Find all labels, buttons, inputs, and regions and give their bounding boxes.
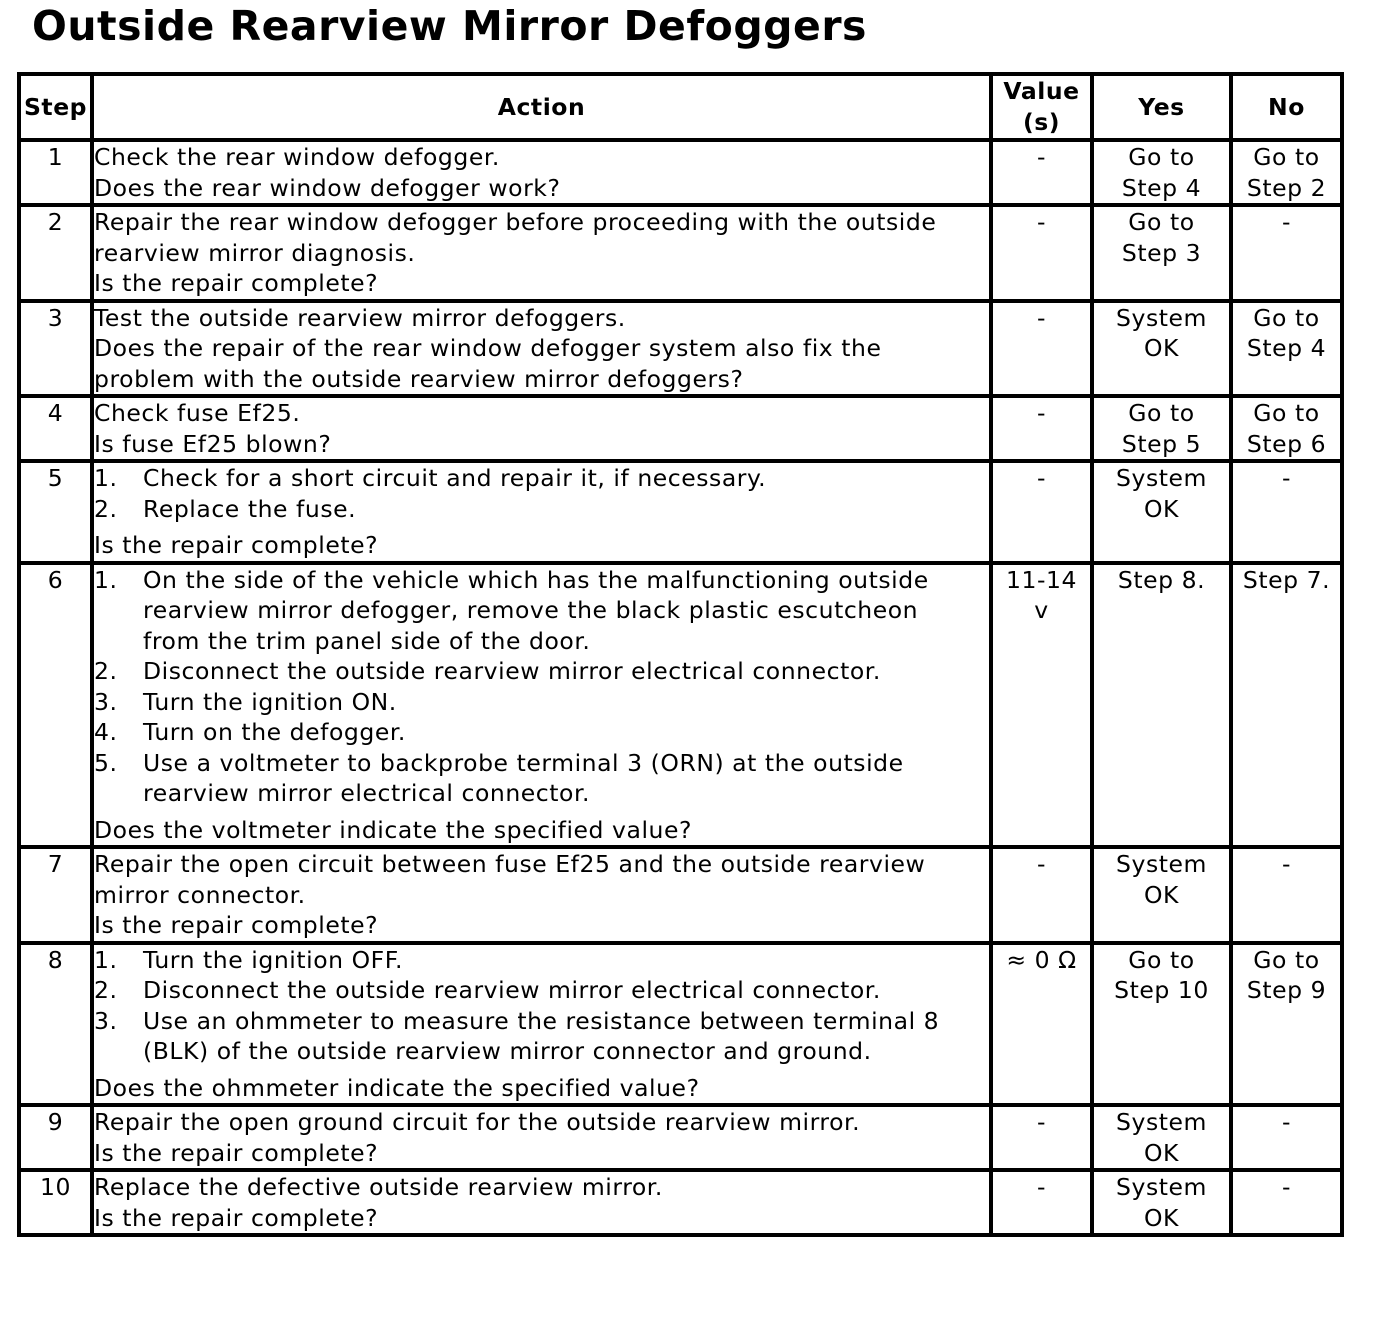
action-step-item — [94, 748, 989, 809]
no-line: Go to — [1253, 945, 1320, 974]
yes-line: Go to — [1128, 945, 1195, 974]
action-question: Is the repair complete? — [94, 531, 379, 559]
yes-line: Step 3 — [1121, 238, 1202, 267]
step-cell: 3 — [19, 301, 92, 397]
value-cell — [991, 461, 1092, 563]
action-step-text — [143, 717, 989, 748]
action-line: Repair the open circuit between fuse Ef25 and the outside rearview — [94, 850, 926, 878]
no-line: - — [1281, 850, 1292, 878]
action-line: rearview mirror diagnosis. — [94, 238, 416, 267]
action-step-item — [94, 1006, 989, 1067]
yes-line: Go to — [1128, 399, 1195, 427]
action-steps-list — [94, 945, 989, 1067]
value-line: - — [1036, 399, 1047, 427]
action-step-text — [143, 975, 989, 1006]
table-row — [19, 301, 1342, 397]
action-line: Check the rear window defogger. — [94, 143, 500, 171]
action-cell — [92, 847, 991, 943]
value-line: - — [1036, 1108, 1047, 1136]
action-steps-list — [94, 463, 989, 524]
action-step-number: 1. — [94, 464, 118, 492]
no-cell — [1231, 301, 1342, 397]
table-header-row — [19, 74, 1342, 140]
action-step-item — [94, 565, 989, 657]
action-cell — [92, 563, 991, 848]
action-line: Does the repair of the rear window defogger system also fix the — [94, 334, 882, 362]
yes-cell — [1092, 1170, 1231, 1235]
table-row — [19, 140, 1342, 205]
yes-line: System — [1116, 1173, 1207, 1201]
yes-line: Step 10 — [1114, 976, 1209, 1004]
action-step-item — [94, 656, 989, 687]
step-cell: 10 — [19, 1170, 92, 1235]
table-row — [19, 1105, 1342, 1170]
yes-line: OK — [1143, 334, 1179, 362]
action-line: Repair the rear window defogger before proceeding with the outside — [94, 208, 937, 236]
action-line: Is the repair complete? — [94, 911, 379, 939]
action-step-number: 3. — [94, 1006, 118, 1035]
no-cell — [1231, 461, 1342, 563]
action-step-line: Turn the ignition OFF. — [143, 945, 404, 974]
no-cell — [1231, 847, 1342, 943]
no-line: Step 4 — [1246, 334, 1327, 362]
action-line: Does the rear window defogger work? — [94, 173, 561, 202]
yes-line: System — [1116, 464, 1207, 492]
no-line: Go to — [1253, 399, 1320, 427]
action-line: mirror connector. — [94, 880, 306, 909]
value-line: - — [1036, 1173, 1047, 1201]
action-step-line: Use a voltmeter to backprobe terminal 3 (ORN) at the outside — [143, 748, 904, 777]
yes-cell — [1092, 563, 1231, 848]
action-cell — [92, 1105, 991, 1170]
action-step-line: from the trim panel side of the door. — [143, 626, 591, 655]
table-row — [19, 1170, 1342, 1235]
action-question: Does the ohmmeter indicate the specified value? — [94, 1073, 700, 1102]
action-step-number: 5. — [94, 748, 118, 777]
action-step-text — [143, 565, 989, 657]
step-cell: 9 — [19, 1105, 92, 1170]
value-line: - — [1036, 464, 1047, 492]
action-step-text — [143, 748, 989, 809]
no-cell — [1231, 205, 1342, 301]
step-cell: 5 — [19, 461, 92, 563]
action-line: Test the outside rearview mirror defoggers. — [94, 303, 626, 332]
action-step-item — [94, 945, 989, 976]
yes-line: OK — [1143, 1203, 1179, 1232]
value-line: - — [1036, 303, 1047, 332]
no-cell — [1231, 140, 1342, 205]
header-action: Action — [92, 74, 991, 140]
action-line: Is the repair complete? — [94, 1138, 379, 1167]
no-line: - — [1281, 1108, 1292, 1136]
yes-line: OK — [1143, 880, 1179, 909]
action-step-item — [94, 975, 989, 1006]
header-step: Step — [19, 74, 92, 140]
table-row — [19, 943, 1342, 1106]
yes-line: System — [1116, 1108, 1207, 1136]
action-cell — [92, 461, 991, 563]
value-line: v — [1034, 596, 1049, 624]
action-step-item — [94, 494, 989, 525]
action-step-number: 4. — [94, 718, 118, 746]
yes-line: Step 4 — [1121, 173, 1202, 202]
no-cell — [1231, 943, 1342, 1106]
action-cell — [92, 140, 991, 205]
action-step-line: On the side of the vehicle which has the malfunctioning outside — [143, 565, 929, 594]
yes-cell — [1092, 396, 1231, 461]
yes-line: Step 5 — [1121, 429, 1202, 458]
no-line: Go to — [1253, 303, 1320, 332]
action-line: Repair the open ground circuit for the outside rearview mirror. — [94, 1108, 861, 1136]
table-row — [19, 396, 1342, 461]
action-step-number: 2. — [94, 494, 118, 523]
header-value-line: Value — [1003, 77, 1080, 105]
action-step-line: rearview mirror electrical connector. — [143, 779, 591, 807]
table-row — [19, 461, 1342, 563]
value-cell — [991, 563, 1092, 848]
action-step-line: (BLK) of the outside rearview mirror connector and ground. — [143, 1037, 872, 1065]
value-cell — [991, 140, 1092, 205]
yes-line: OK — [1143, 1138, 1179, 1167]
yes-cell — [1092, 301, 1231, 397]
value-cell — [991, 847, 1092, 943]
step-cell: 1 — [19, 140, 92, 205]
no-cell — [1231, 563, 1342, 848]
yes-cell — [1092, 1105, 1231, 1170]
no-line: - — [1281, 464, 1292, 492]
no-line: - — [1281, 1173, 1292, 1201]
yes-cell — [1092, 205, 1231, 301]
no-line: Go to — [1253, 143, 1320, 171]
action-cell — [92, 301, 991, 397]
action-cell — [92, 396, 991, 461]
value-cell — [991, 205, 1092, 301]
action-step-item — [94, 687, 989, 718]
step-cell: 8 — [19, 943, 92, 1106]
action-step-text — [143, 1006, 989, 1067]
yes-cell — [1092, 847, 1231, 943]
action-step-line: Check for a short circuit and repair it, if necessary. — [143, 464, 767, 492]
yes-line: System — [1116, 850, 1207, 878]
no-line: Step 9 — [1246, 976, 1327, 1004]
action-step-line: Turn the ignition ON. — [143, 687, 397, 716]
action-step-item — [94, 463, 989, 494]
no-cell — [1231, 1170, 1342, 1235]
header-no: No — [1231, 74, 1342, 140]
header-value-line: (s) — [1022, 108, 1061, 136]
table-row — [19, 563, 1342, 848]
no-line: - — [1281, 208, 1292, 236]
action-line: Check fuse Ef25. — [94, 399, 301, 427]
yes-cell — [1092, 943, 1231, 1106]
action-steps-list — [94, 565, 989, 809]
action-cell — [92, 1170, 991, 1235]
value-line: - — [1036, 208, 1047, 236]
action-line: problem with the outside rearview mirror defoggers? — [94, 364, 744, 393]
yes-line: Go to — [1128, 208, 1195, 236]
action-cell — [92, 943, 991, 1106]
value-line: ≈ 0 Ω — [1006, 945, 1077, 974]
value-line: - — [1036, 850, 1047, 878]
yes-line: Step 8. — [1117, 565, 1206, 594]
action-step-number: 1. — [94, 565, 118, 594]
step-cell: 4 — [19, 396, 92, 461]
no-line: Step 2 — [1246, 173, 1327, 202]
yes-line: OK — [1143, 494, 1179, 523]
action-line: Is the repair complete? — [94, 269, 379, 297]
action-step-text — [143, 463, 989, 494]
action-step-text — [143, 687, 989, 718]
value-cell — [991, 301, 1092, 397]
action-step-line: Turn on the defogger. — [143, 718, 406, 746]
action-step-number: 2. — [94, 657, 118, 685]
no-line: Step 7. — [1242, 565, 1331, 594]
step-cell: 6 — [19, 563, 92, 848]
action-cell — [92, 205, 991, 301]
action-line: Is fuse Ef25 blown? — [94, 429, 332, 458]
diagnostic-table — [17, 72, 1344, 1237]
no-cell — [1231, 396, 1342, 461]
yes-line: System — [1116, 303, 1207, 332]
action-line: Replace the defective outside rearview mirror. — [94, 1173, 663, 1201]
action-line: Is the repair complete? — [94, 1203, 379, 1232]
action-step-text — [143, 656, 989, 687]
action-step-text — [143, 945, 989, 976]
action-step-number: 3. — [94, 687, 118, 716]
yes-cell — [1092, 461, 1231, 563]
value-line: - — [1036, 143, 1047, 171]
value-cell — [991, 396, 1092, 461]
action-step-line: rearview mirror defogger, remove the black plastic escutcheon — [143, 596, 919, 624]
value-cell — [991, 1170, 1092, 1235]
action-step-line: Disconnect the outside rearview mirror electrical connector. — [143, 976, 881, 1004]
value-cell — [991, 943, 1092, 1106]
value-cell — [991, 1105, 1092, 1170]
yes-line: Go to — [1128, 143, 1195, 171]
action-step-line: Disconnect the outside rearview mirror electrical connector. — [143, 657, 881, 685]
step-cell: 7 — [19, 847, 92, 943]
page-title: Outside Rearview Mirror Defoggers — [32, 2, 867, 50]
header-value — [991, 74, 1092, 140]
value-line: 11-14 — [1005, 565, 1078, 594]
no-cell — [1231, 1105, 1342, 1170]
action-question: Does the voltmeter indicate the specified value? — [94, 815, 693, 844]
action-step-text — [143, 494, 989, 525]
no-line: Step 6 — [1246, 429, 1327, 458]
yes-cell — [1092, 140, 1231, 205]
header-yes: Yes — [1092, 74, 1231, 140]
action-step-number: 1. — [94, 945, 118, 974]
table-row — [19, 847, 1342, 943]
action-step-line: Replace the fuse. — [143, 494, 357, 523]
table-body — [19, 140, 1342, 1235]
action-step-number: 2. — [94, 976, 118, 1004]
step-cell: 2 — [19, 205, 92, 301]
action-step-item — [94, 717, 989, 748]
action-step-line: Use an ohmmeter to measure the resistance between terminal 8 — [143, 1006, 940, 1035]
table-row — [19, 205, 1342, 301]
